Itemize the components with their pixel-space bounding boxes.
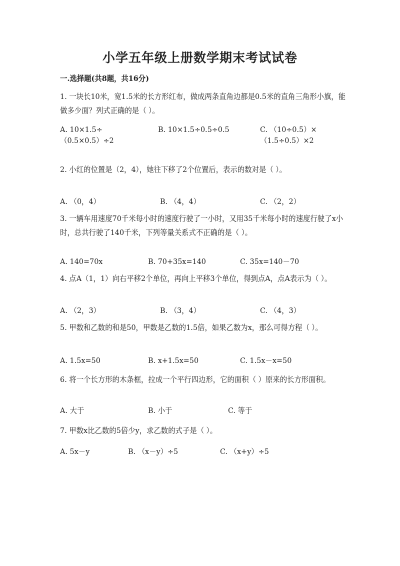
option-b: B. 70+35x=140 — [148, 257, 206, 266]
question-3: 3. 一辆车用速度70千米每小时的速度行驶了一小时，又用35千米每小时的速度行驶了x小时，总共行驶了140千米，下列等量关系式不正确的是（ ）。 — [60, 214, 344, 237]
option-a: A. 5x－y — [60, 447, 90, 456]
question-1: 1. 一块长10米，宽1.5米的长方形红布，做成两条直角边都是0.5米的直角三角形小旗，能做多少面？列式正确的是（ ）。 — [60, 92, 346, 115]
question-7-options — [60, 446, 350, 458]
option-c: C. 1.5x－x=50 — [240, 356, 292, 365]
question-5-options — [60, 355, 350, 367]
question-1-options — [60, 124, 350, 158]
option-c: C. 等于 — [228, 406, 253, 415]
option-c: C. （2，2） — [260, 197, 301, 206]
option-a: A. 140=70x — [60, 257, 103, 266]
option-a: A. （0，4） — [60, 197, 101, 206]
section-heading: 一.选择题(共8题，共16分) — [60, 74, 149, 83]
question-2: 2. 小红的位置是（2，4），她往下移了2个位置后，表示的数对是（ ）。 — [60, 165, 287, 174]
option-b: B. （4，4） — [160, 197, 201, 206]
option-c: C. （10÷0.5）×（1.5÷0.5）×2 — [260, 125, 317, 145]
question-7: 7. 甲数x比乙数的5倍少y，求乙数的式子是（ ）。 — [60, 426, 218, 435]
option-b: B. 10×1.5÷0.5÷0.5 — [158, 125, 230, 134]
option-c: C. 35x=140－70 — [240, 257, 300, 266]
option-b: B. （3，4） — [160, 306, 201, 315]
option-c: C. （4，3） — [260, 306, 301, 315]
question-6-options — [60, 405, 350, 417]
option-a: A. 大于 — [60, 406, 85, 415]
question-2-options — [60, 196, 350, 208]
option-a: A. 1.5x=50 — [60, 356, 101, 365]
option-b: B. x+1.5x=50 — [148, 356, 199, 365]
option-a: A. （2，3） — [60, 306, 101, 315]
question-3-options — [60, 256, 350, 268]
option-a: A. 10×1.5÷（0.5×0.5）÷2 — [60, 125, 114, 145]
question-4: 4. 点A（1，1）向右平移2个单位，再向上平移3个单位，得到点A，点A表示为（ ）。 — [60, 274, 332, 283]
question-6: 6. 将一个长方形的木条框，拉成一个平行四边形，它的面积（ ）原来的长方形面积。 — [60, 375, 331, 384]
option-c: C. （x+y）÷5 — [220, 447, 269, 456]
option-b: B. （x－y）÷5 — [128, 447, 179, 456]
page-title: 小学五年级上册数学期末考试试卷 — [102, 50, 298, 65]
option-b: B. 小于 — [148, 406, 173, 415]
question-4-options — [60, 305, 350, 317]
question-5: 5. 甲数和乙数的和是50，甲数是乙数的1.5倍，如果乙数为x，那么可得方程（ ）。 — [60, 323, 323, 332]
